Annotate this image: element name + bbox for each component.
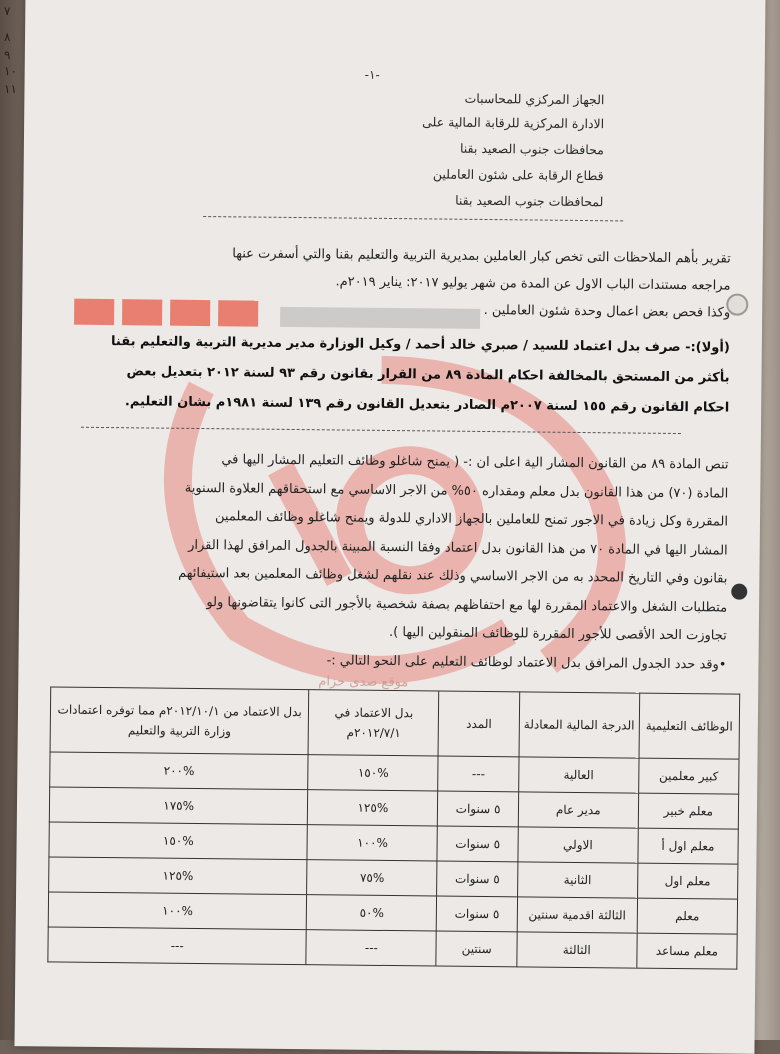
text-line: (أولا):- صرف بدل اعتماد للسيد / صبري خالد أحمد / وكيل الوزارة مدير مديرية التربية والتعليم بقنا bbox=[110, 334, 730, 356]
table-cell: %١٥٠ bbox=[308, 755, 438, 791]
table-cell: العالية bbox=[518, 757, 638, 793]
table-cell: الاولي bbox=[518, 827, 638, 863]
text-line: •وقد حدد الجدول المرافق بدل الاعتماد لوظائف التعليم على النحو التالي :- bbox=[326, 652, 727, 673]
table-cell: الثالثة bbox=[517, 932, 637, 968]
text-line: بقانون وفي التاريخ المحدد به من الاجر الاساسي وذلك عند نقلهم لشغل وظائف المعلمين بعد استيفائهم bbox=[178, 565, 728, 587]
document-page bbox=[14, 0, 765, 1054]
first-finding bbox=[79, 327, 730, 424]
table-cell: معلم اول bbox=[637, 863, 738, 899]
table-cell: %٢٠٠ bbox=[50, 752, 309, 790]
table-cell: معلم اول أ bbox=[638, 828, 739, 864]
table-cell: سنتين bbox=[436, 931, 517, 967]
table-cell: --- bbox=[306, 930, 436, 966]
divider bbox=[203, 216, 623, 221]
table-cell: %١٠٠ bbox=[48, 892, 307, 930]
header-line: الجهاز المركزي للمحاسبات bbox=[464, 90, 605, 108]
column-header: بدل الاعتماد من ٢٠١٢/١٠/١م مما توفره اعتمادات وزارة التربية والتعليم bbox=[50, 687, 309, 755]
text-line: تجاوزت الحد الأقصى للأجور المقررة للوظائف المنقولين اليها ). bbox=[389, 624, 727, 644]
redaction-box bbox=[280, 307, 480, 329]
text-line: بأكثر من المستحق بالمخالفة احكام المادة ٨٩ من القرار بقانون رقم ٩٣ لسنة ٢٠١٢ بتعديل بعض bbox=[126, 364, 730, 386]
text-line: مراجعه مستندات الباب الاول عن المدة من شهر يوليو ٢٠١٧: يناير ٢٠١٩م. bbox=[335, 274, 731, 294]
table-cell: %١٧٥ bbox=[49, 787, 308, 825]
table-cell: ٥ سنوات bbox=[437, 896, 518, 932]
body-paragraph bbox=[76, 445, 728, 680]
table-cell: ٥ سنوات bbox=[438, 791, 519, 827]
table-cell: الثانية bbox=[517, 862, 637, 898]
table-cell: معلم خبير bbox=[638, 793, 739, 829]
header-line: لمحافظات جنوب الصعيد بقنا bbox=[455, 192, 604, 210]
table-cell: كبير معلمين bbox=[638, 758, 739, 794]
column-header: المدد bbox=[438, 691, 519, 757]
text-line: تنص المادة ٨٩ من القانون المشار الية اعلى ان :- ( يمنح شاغلو وظائف التعليم المشار اليها في bbox=[221, 452, 729, 473]
text-line: تقرير بأهم الملاحظات التى تخص كبار العاملين بمديرية التربية والتعليم بقنا والتي أسفرت عنها bbox=[232, 246, 731, 267]
text-line: المادة (٧٠) من هذا القانون بدل معلم ومقداره ٥٠% من الاجر الاساسي مع استحقاقهم العلاوة السنوية bbox=[184, 480, 729, 502]
table-cell: %١٢٥ bbox=[49, 857, 308, 895]
table-header-row bbox=[50, 687, 740, 759]
table-cell: %٥٠ bbox=[307, 895, 437, 931]
edge-number: ٨ bbox=[4, 30, 11, 44]
text-line: المشار اليها في المادة ٧٠ من هذا القانون بدل اعتماد وفقا النسبة المبينة بالجدول المرافق لهذا القرار bbox=[188, 537, 728, 559]
column-header: الوظائف التعليمية bbox=[639, 693, 740, 759]
watermark-text: موقع صدى حزام bbox=[318, 674, 409, 691]
edge-number: ٧ bbox=[4, 4, 11, 18]
edge-number: ١١ bbox=[4, 82, 17, 96]
divider bbox=[81, 427, 681, 434]
table-cell: %٧٥ bbox=[307, 860, 437, 896]
table-cell: الثالثة اقدمية سنتين bbox=[517, 897, 637, 933]
punch-hole bbox=[731, 584, 747, 600]
allowance-table bbox=[47, 686, 740, 969]
text-line: المقررة وكل زيادة في الاجور تمنح للعاملين بالجهاز الاداري للدولة ويمنح شاغلو وظائف المعلمين bbox=[214, 509, 729, 530]
header-line: محافظات جنوب الصعيد بقنا bbox=[459, 140, 604, 158]
column-header: بدل الاعتماد في ٢٠١٢/٧/١م bbox=[308, 690, 439, 756]
table-cell: ٥ سنوات bbox=[437, 826, 518, 862]
column-header: الدرجة المالية المعادلة bbox=[519, 692, 640, 758]
table-cell: %١٥٠ bbox=[49, 822, 308, 860]
table-row bbox=[48, 927, 737, 969]
table-cell: %١٢٥ bbox=[308, 790, 438, 826]
table-cell: معلم مساعد bbox=[637, 933, 738, 969]
table-cell: ٥ سنوات bbox=[437, 861, 518, 897]
text-line: احكام القانون رقم ١٥٥ لسنة ٢٠٠٧م الصادر بتعديل القانون رقم ١٣٩ لسنة ١٩٨١م بشان التعليم. bbox=[124, 394, 730, 416]
edge-number: ٩ bbox=[4, 48, 11, 62]
header-line: قطاع الرقابة على شئون العاملين bbox=[432, 166, 604, 184]
text-line: وكذا فحص بعض اعمال وحدة شئون العاملين . bbox=[483, 302, 731, 321]
edge-number: ١٠ bbox=[4, 64, 17, 78]
table-cell: معلم bbox=[637, 898, 738, 934]
table-cell: %١٠٠ bbox=[307, 825, 437, 861]
table-cell: --- bbox=[48, 927, 307, 965]
table-cell: --- bbox=[438, 756, 519, 792]
header-line: الادارة المركزية للرقابة المالية على bbox=[422, 114, 605, 132]
table-cell: مدير عام bbox=[518, 792, 638, 828]
page-number: -١- bbox=[364, 67, 380, 82]
text-line: متطلبات الشغل والاعتماد المقررة لها مع احتفاظهم بصفة شخصية بالأجور التى كانوا يتقاضونها ولو bbox=[206, 594, 728, 616]
